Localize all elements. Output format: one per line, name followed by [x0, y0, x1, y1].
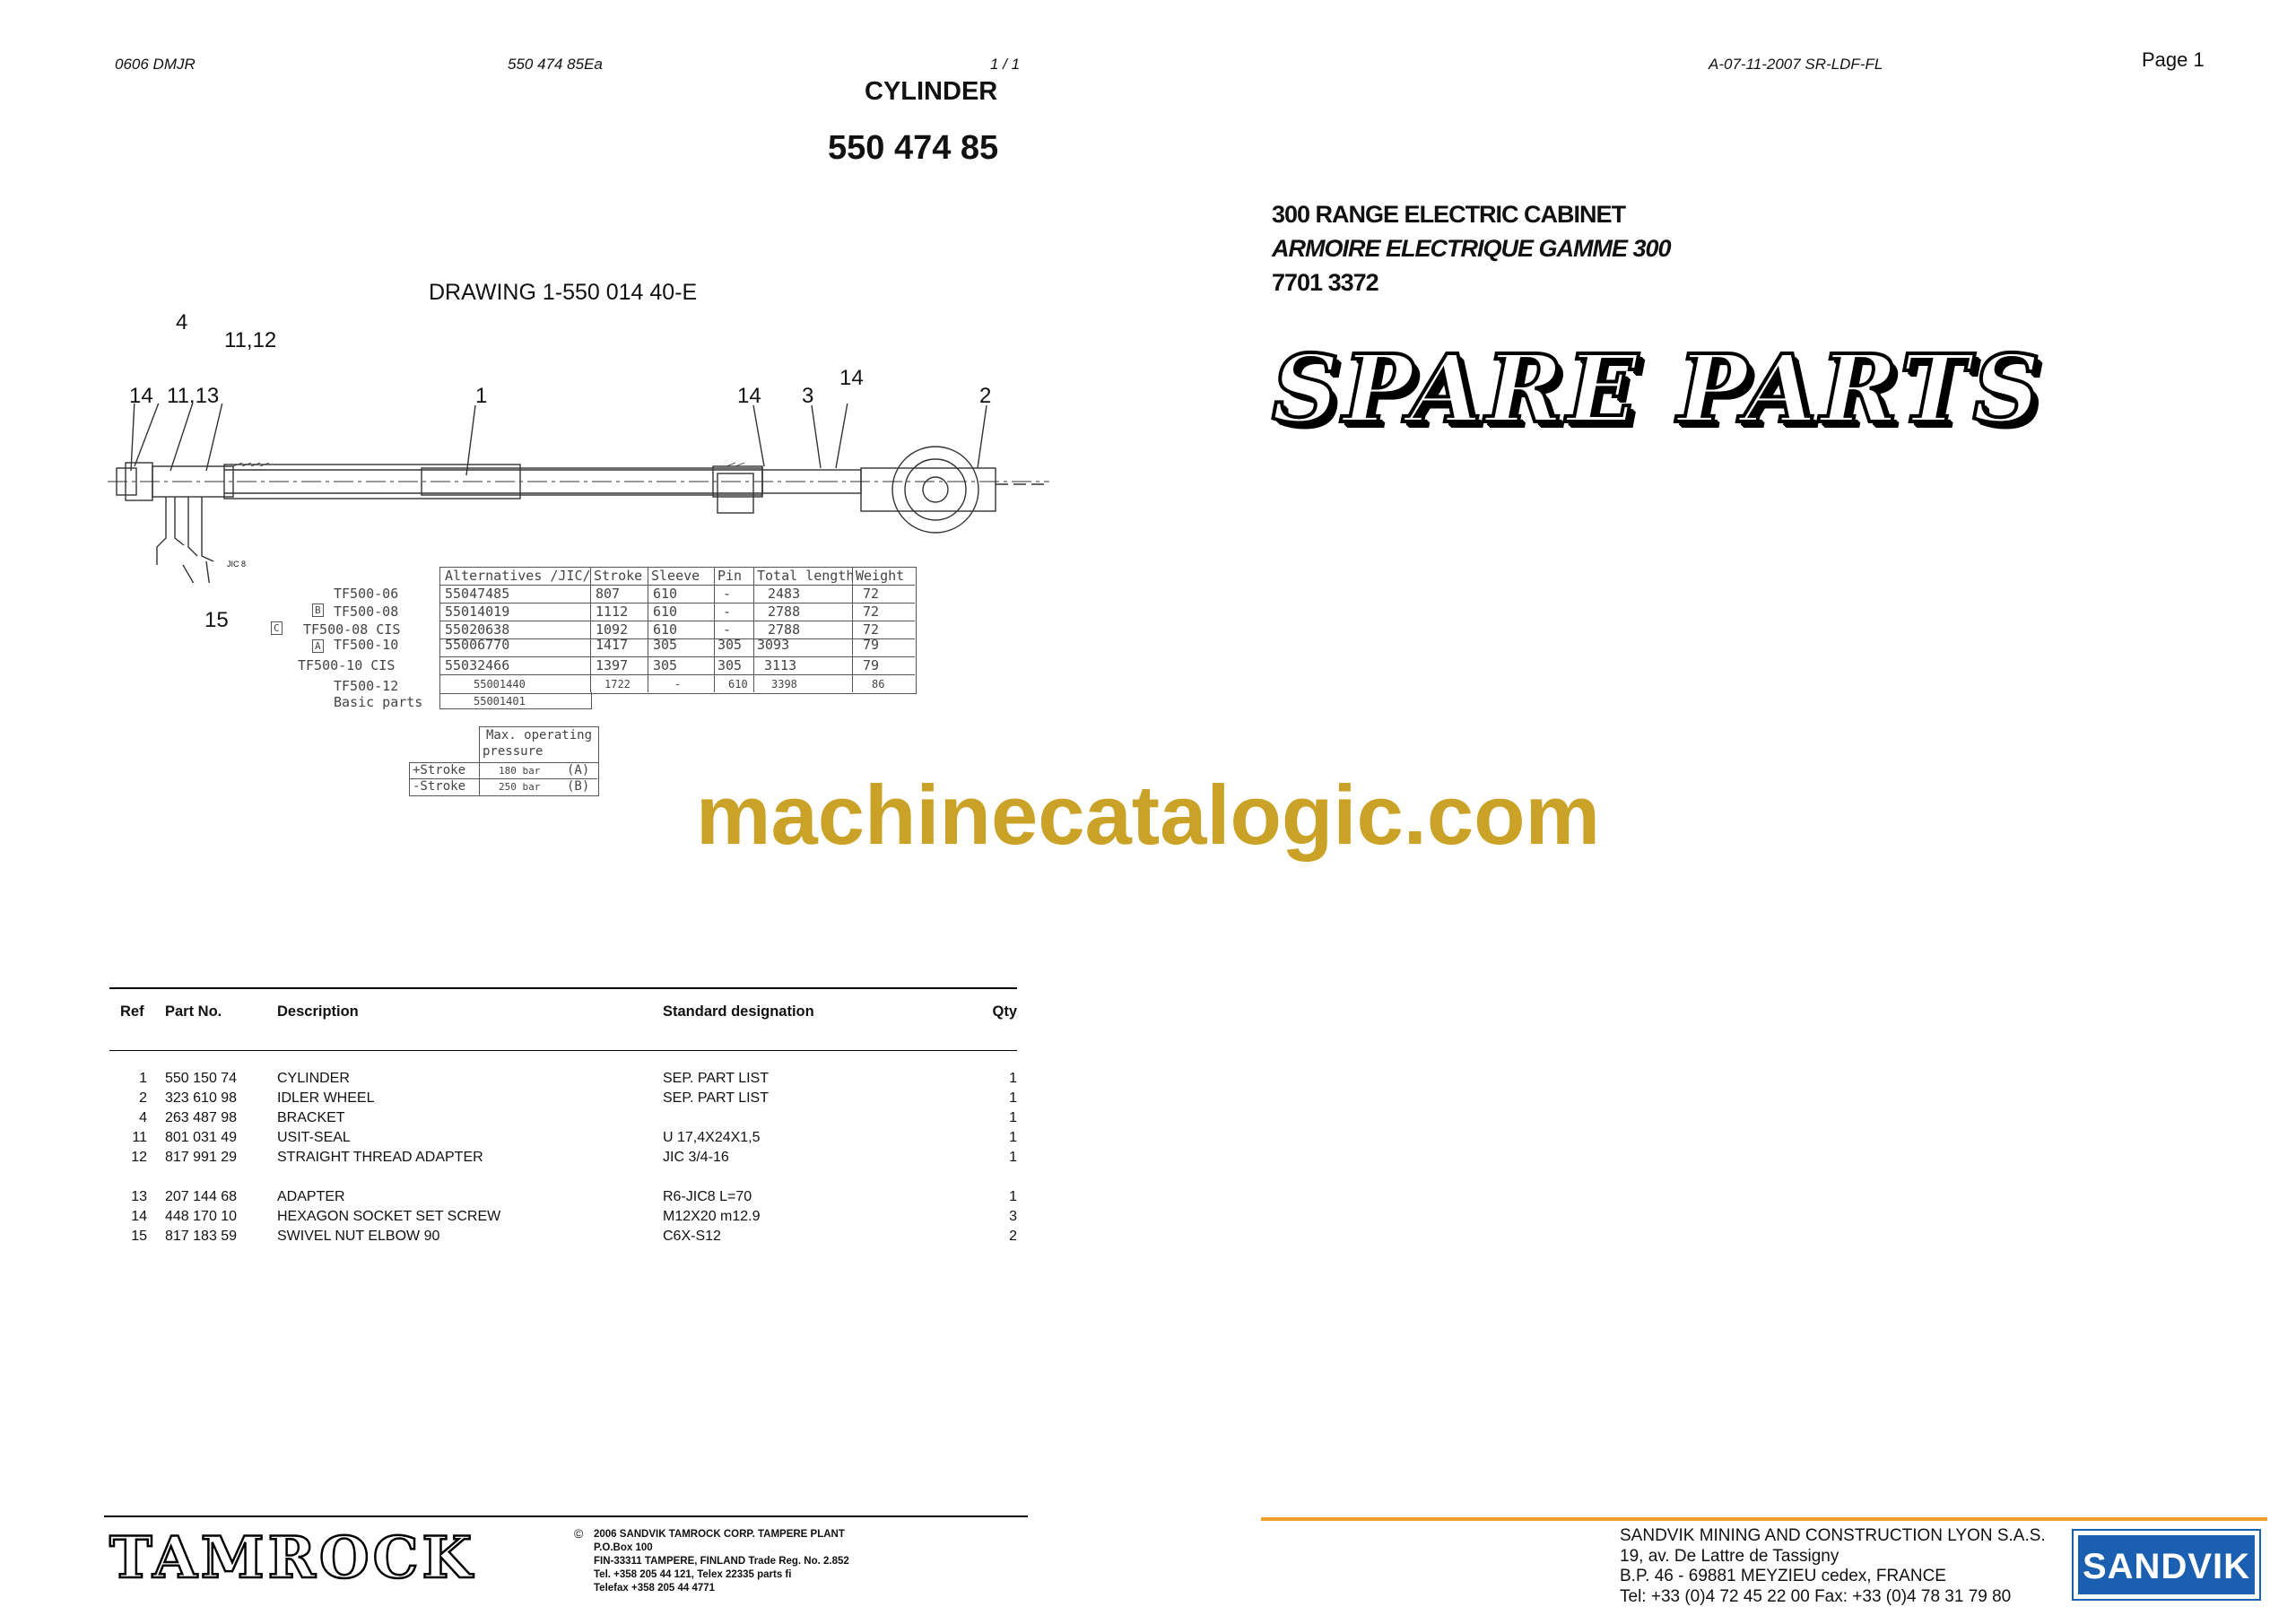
sandvik-logo-text: SANDVIK — [2078, 1535, 2255, 1594]
alt-part: 55006770 — [445, 637, 510, 653]
drawing-title: DRAWING 1-550 014 40-E — [429, 280, 698, 305]
alt-header-length: Total length — [757, 568, 855, 584]
copyright-symbol: © — [574, 1526, 584, 1541]
row-qty: 1 — [1009, 1189, 1017, 1204]
alt-model: TF500-08 CIS — [303, 621, 401, 638]
row-qty: 2 — [1009, 1229, 1017, 1244]
table-row — [109, 1108, 1017, 1128]
alt-stroke: 807 — [596, 586, 621, 602]
basic-parts-label: Basic parts — [334, 694, 423, 710]
row-qty: 3 — [1009, 1209, 1017, 1224]
alt-length: 3398 — [771, 678, 797, 690]
row-standard: JIC 3/4-16 — [663, 1150, 729, 1165]
tamrock-logo: TAMROCK — [109, 1524, 476, 1592]
header-left-code: 0606 DMJR — [115, 56, 196, 73]
alt-part: 55001440 — [474, 678, 526, 690]
parts-table-header — [109, 989, 1017, 1051]
row-standard: M12X20 m12.9 — [663, 1209, 761, 1224]
alt-mark: C — [271, 621, 283, 635]
row-ref: 13 — [131, 1189, 147, 1204]
page-label: Page 1 — [2142, 48, 2205, 71]
pressure-mark: (B) — [567, 779, 590, 794]
alt-sleeve: 610 — [653, 621, 678, 638]
header-standard: Standard designation — [663, 1003, 814, 1020]
sandvik-logo — [2072, 1529, 2261, 1601]
alt-model: TF500-10 CIS — [298, 657, 396, 673]
footer-rule-right — [1261, 1517, 2267, 1521]
pressure-mark: (A) — [567, 763, 590, 777]
jic-label: JIC 8 — [227, 560, 247, 569]
alt-header-sleeve: Sleeve — [651, 568, 700, 584]
row-description: ADAPTER — [277, 1189, 345, 1204]
row-qty: 1 — [1009, 1071, 1017, 1086]
row-part-no: 817 183 59 — [165, 1229, 238, 1244]
cabinet-number: 7701 3372 — [1272, 269, 1378, 296]
row-standard: C6X-S12 — [663, 1229, 721, 1244]
row-description: USIT-SEAL — [277, 1130, 351, 1145]
pressure-label: -Stroke — [413, 779, 466, 794]
address-line: Tel: +33 (0)4 72 45 22 00 Fax: +33 (0)4 78 31 79 80 — [1620, 1586, 2012, 1606]
alt-sleeve: - — [674, 678, 682, 690]
basic-parts-value: 55001401 — [474, 695, 526, 708]
address-line: 2006 SANDVIK TAMROCK CORP. TAMPERE PLANT — [594, 1529, 845, 1540]
watermark: machinecatalogic.com — [695, 768, 1601, 862]
alt-length: 2483 — [768, 586, 801, 602]
table-row — [109, 1148, 1017, 1168]
alt-sleeve: 610 — [653, 604, 678, 620]
table-row — [109, 1128, 1017, 1148]
row-ref: 14 — [131, 1209, 147, 1224]
header-description: Description — [277, 1003, 359, 1020]
footer-rule-left — [104, 1515, 1028, 1517]
row-part-no: 801 031 49 — [165, 1130, 238, 1145]
pressure-header-1: Max. operating — [486, 728, 593, 743]
header-doc-number: 550 474 85Ea — [508, 56, 603, 73]
row-qty: 1 — [1009, 1110, 1017, 1125]
row-ref: 2 — [139, 1090, 147, 1106]
table-row — [109, 1207, 1017, 1227]
alt-part: 55014019 — [445, 604, 510, 620]
alt-part: 55047485 — [445, 586, 510, 602]
callout-11-13: 11,13 — [167, 384, 220, 408]
alt-weight: 86 — [872, 678, 885, 690]
alt-stroke: 1417 — [596, 637, 629, 653]
row-ref: 15 — [131, 1229, 147, 1244]
alt-header-weight: Weight — [856, 568, 905, 584]
callout-4: 4 — [176, 310, 188, 334]
sandvik-address — [1620, 1526, 2046, 1607]
alt-weight: 72 — [863, 621, 880, 638]
callout-2: 2 — [979, 384, 992, 408]
alt-pin: - — [723, 604, 732, 620]
row-qty: 1 — [1009, 1150, 1017, 1165]
alt-sleeve: 305 — [653, 657, 678, 673]
row-part-no: 550 150 74 — [165, 1071, 238, 1086]
alt-sleeve: 305 — [653, 637, 678, 653]
alt-pin: - — [723, 621, 732, 638]
alt-weight: 72 — [863, 586, 880, 602]
row-qty: 1 — [1009, 1090, 1017, 1106]
table-row — [109, 1089, 1017, 1108]
row-qty: 1 — [1009, 1130, 1017, 1145]
row-standard: SEP. PART LIST — [663, 1071, 769, 1086]
alt-pin: 610 — [728, 678, 748, 690]
header-right-code: A-07-11-2007 SR-LDF-FL — [1709, 56, 1883, 73]
alternatives-table — [274, 567, 933, 710]
alt-weight: 79 — [863, 637, 880, 653]
address-line: FIN-33311 TAMPERE, FINLAND Trade Reg. No. 2.852 — [594, 1556, 849, 1567]
alt-weight: 72 — [863, 604, 880, 620]
alt-model: TF500-06 — [334, 586, 399, 602]
pressure-value: 250 bar — [499, 781, 541, 793]
row-part-no: 323 610 98 — [165, 1090, 238, 1106]
cabinet-title: 300 RANGE ELECTRIC CABINET — [1272, 201, 1626, 228]
alt-mark: A — [312, 639, 324, 653]
alt-model: TF500-12 — [334, 678, 399, 694]
alt-pin: 305 — [718, 657, 743, 673]
alt-weight: 79 — [863, 657, 880, 673]
row-ref: 11 — [132, 1130, 147, 1145]
header-page-fraction: 1 / 1 — [990, 56, 1021, 73]
row-description: BRACKET — [277, 1110, 345, 1125]
alt-stroke: 1397 — [596, 657, 629, 673]
row-standard: R6-JIC8 L=70 — [663, 1189, 752, 1204]
header-part-no: Part No. — [165, 1003, 222, 1020]
address-line: 19, av. De Lattre de Tassigny — [1620, 1546, 1839, 1566]
address-line: SANDVIK MINING AND CONSTRUCTION LYON S.A.S. — [1620, 1526, 2046, 1545]
spare-parts-banner: SPARE PARTS — [1272, 334, 2044, 444]
page-title: CYLINDER — [865, 77, 998, 106]
alt-length: 3093 — [757, 637, 790, 653]
table-row — [109, 1069, 1017, 1089]
address-line: Tel. +358 205 44 121, Telex 22335 parts fi — [594, 1569, 792, 1580]
row-standard: U 17,4X24X1,5 — [663, 1130, 761, 1145]
alt-header-stroke: Stroke — [594, 568, 643, 584]
alt-sleeve: 610 — [653, 586, 678, 602]
pressure-value: 180 bar — [499, 765, 541, 777]
address-line: P.O.Box 100 — [594, 1542, 653, 1553]
tamrock-address — [594, 1528, 849, 1595]
alt-part: 55032466 — [445, 657, 510, 673]
alt-header-pin: Pin — [718, 568, 743, 584]
alt-stroke: 1092 — [596, 621, 629, 638]
callout-3: 3 — [802, 384, 814, 408]
header-qty: Qty — [992, 1003, 1017, 1020]
address-line: Telefax +358 205 44 4771 — [594, 1583, 716, 1594]
row-ref: 4 — [139, 1110, 147, 1125]
callout-15: 15 — [204, 608, 229, 632]
alt-model: TF500-08 — [334, 604, 399, 620]
alt-model: TF500-10 — [334, 637, 399, 653]
row-part-no: 448 170 10 — [165, 1209, 238, 1224]
callout-11-12: 11,12 — [224, 328, 277, 352]
alt-stroke: 1722 — [604, 678, 631, 690]
row-description: STRAIGHT THREAD ADAPTER — [277, 1150, 483, 1165]
callout-14-mid: 14 — [737, 384, 761, 408]
alt-stroke: 1112 — [596, 604, 629, 620]
alt-length: 2788 — [768, 621, 801, 638]
alt-pin: - — [723, 586, 732, 602]
alt-header-alternatives: Alternatives /JIC/ — [445, 568, 591, 584]
alt-length: 2788 — [768, 604, 801, 620]
row-description: IDLER WHEEL — [277, 1090, 375, 1106]
alt-mark: B — [312, 604, 324, 617]
cylinder-drawing — [99, 404, 1067, 583]
alt-length: 3113 — [764, 657, 797, 673]
address-line: B.P. 46 - 69881 MEYZIEU cedex, FRANCE — [1620, 1567, 1946, 1585]
table-row — [109, 1227, 1017, 1246]
row-part-no: 263 487 98 — [165, 1110, 238, 1125]
row-ref: 12 — [131, 1150, 147, 1165]
callout-14-right: 14 — [839, 366, 864, 390]
pressure-label: +Stroke — [413, 763, 466, 777]
callout-14-left: 14 — [129, 384, 153, 408]
row-part-no: 817 991 29 — [165, 1150, 238, 1165]
row-part-no: 207 144 68 — [165, 1189, 238, 1204]
cabinet-title-fr: ARMOIRE ELECTRIQUE GAMME 300 — [1272, 235, 1671, 262]
part-number-title: 550 474 85 — [828, 129, 999, 167]
alt-pin: 305 — [718, 637, 743, 653]
header-ref: Ref — [120, 1003, 144, 1020]
row-standard: SEP. PART LIST — [663, 1090, 769, 1106]
parts-table — [109, 987, 1017, 1246]
row-description: SWIVEL NUT ELBOW 90 — [277, 1229, 440, 1244]
alt-part: 55020638 — [445, 621, 510, 638]
pressure-header-2: pressure — [483, 744, 544, 759]
callout-1: 1 — [475, 384, 488, 408]
row-standard — [663, 1108, 968, 1128]
row-description: HEXAGON SOCKET SET SCREW — [277, 1209, 501, 1224]
row-ref: 1 — [139, 1071, 147, 1086]
table-row — [109, 1187, 1017, 1207]
row-description: CYLINDER — [277, 1071, 350, 1086]
